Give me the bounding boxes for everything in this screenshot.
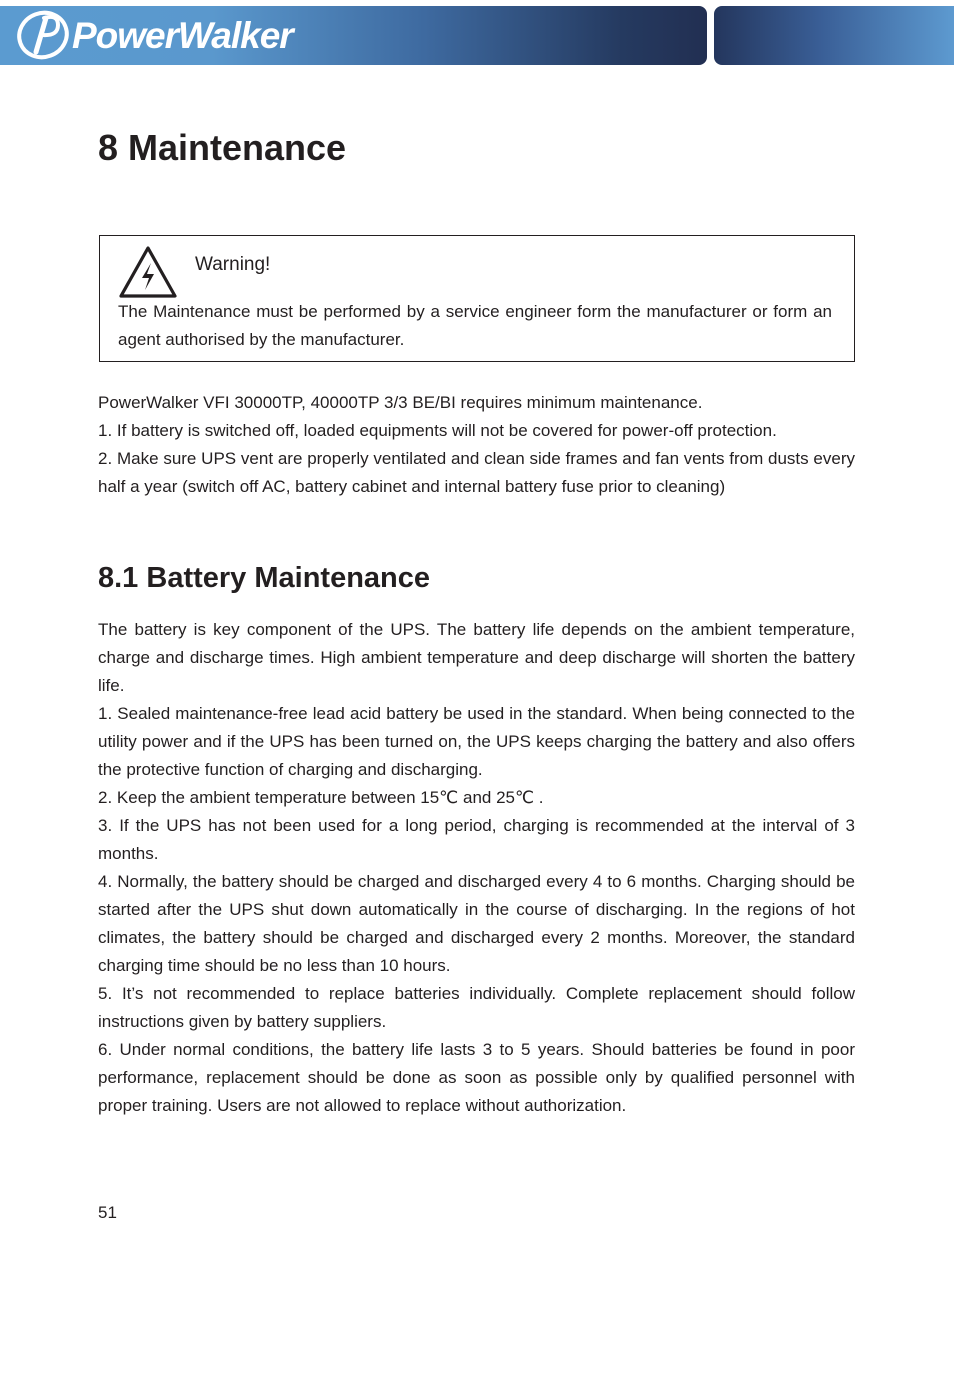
- warning-box: [99, 235, 855, 362]
- powerwalker-logo-icon: [14, 8, 72, 62]
- battery-maintenance-section: [98, 616, 855, 1120]
- body-paragraph: The battery is key component of the UPS. The battery life depends on the ambient temperature, charge and discharge times. High ambient temperature and deep discharge will shorten the battery life.: [98, 620, 855, 695]
- warning-title: Warning!: [195, 254, 271, 275]
- subsection-title: 8.1 Battery Maintenance: [98, 562, 431, 594]
- brand-logo: [14, 8, 293, 62]
- body-paragraph: 5. It’s not recommended to replace batteries individually. Complete replacement should follow instructions given by battery suppliers.: [98, 984, 855, 1031]
- intro-section: [98, 389, 855, 501]
- body-paragraph: 2. Keep the ambient temperature between 15℃ and 25℃ .: [98, 788, 544, 807]
- brand-name: PowerWalker: [72, 14, 293, 56]
- page-title: 8 Maintenance: [98, 127, 347, 168]
- page-number: 51: [98, 1203, 117, 1222]
- intro-paragraph: PowerWalker VFI 30000TP, 40000TP 3/3 BE/BI requires minimum maintenance.: [98, 393, 703, 412]
- body-paragraph: 4. Normally, the battery should be charged and discharged every 4 to 6 months. Charging should be started after the UPS shut down automatically in the course of discharging. In the regions of hot climates, the battery should be charged and discharged every 2 months. Moreover, the standard charging time should be no less than 10 hours.: [98, 872, 855, 975]
- warning-text: The Maintenance must be performed by a service engineer form the manufacturer or form an agent authorised by the manufacturer.: [118, 302, 832, 349]
- header-banner-right: [714, 6, 954, 65]
- intro-paragraph: 2. Make sure UPS vent are properly ventilated and clean side frames and fan vents from dusts every half a year (switch off AC, battery cabinet and internal battery fuse prior to cleaning): [98, 449, 855, 496]
- body-paragraph: 6. Under normal conditions, the battery life lasts 3 to 5 years. Should batteries be found in poor performance, replacement should be done as soon as possible only by qualified personnel with proper training. Users are not allowed to replace without authorization.: [98, 1040, 855, 1115]
- intro-paragraph: 1. If battery is switched off, loaded equipments will not be covered for power-off protection.: [98, 421, 777, 440]
- body-paragraph: 1. Sealed maintenance-free lead acid battery be used in the standard. When being connected to the utility power and if the UPS has been turned on, the UPS keeps charging the battery and also offers the protective function of charging and discharging.: [98, 704, 855, 779]
- body-paragraph: 3. If the UPS has not been used for a long period, charging is recommended at the interval of 3 months.: [98, 816, 855, 863]
- high-voltage-warning-icon: [118, 245, 178, 299]
